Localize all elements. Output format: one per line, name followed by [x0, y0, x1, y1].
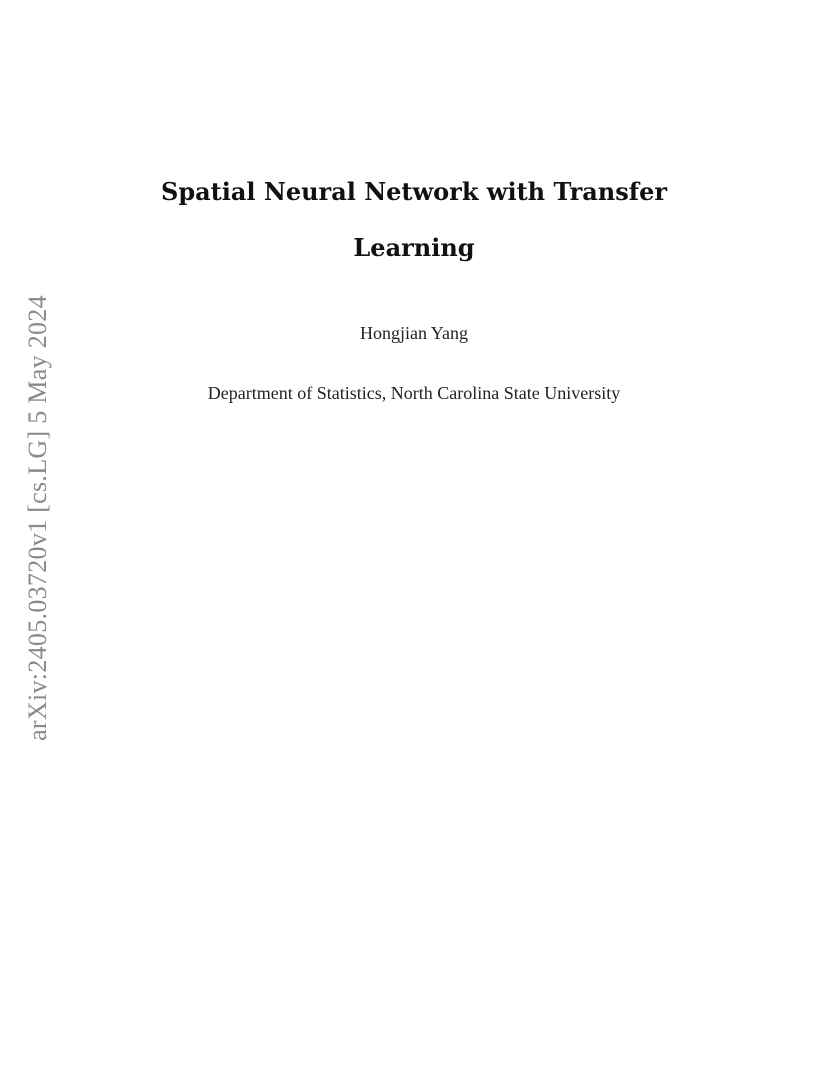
author-affiliation: Department of Statistics, North Carolina State University: [207, 383, 621, 403]
paper-title-line-2: Learning: [353, 233, 475, 262]
paper-title-line-1: Spatial Neural Network with Transfer: [161, 177, 667, 206]
author-name: Hongjian Yang: [359, 323, 468, 343]
arxiv-identifier-stamp: arXiv:2405.03720v1 [cs.LG] 5 May 2024: [23, 295, 52, 741]
